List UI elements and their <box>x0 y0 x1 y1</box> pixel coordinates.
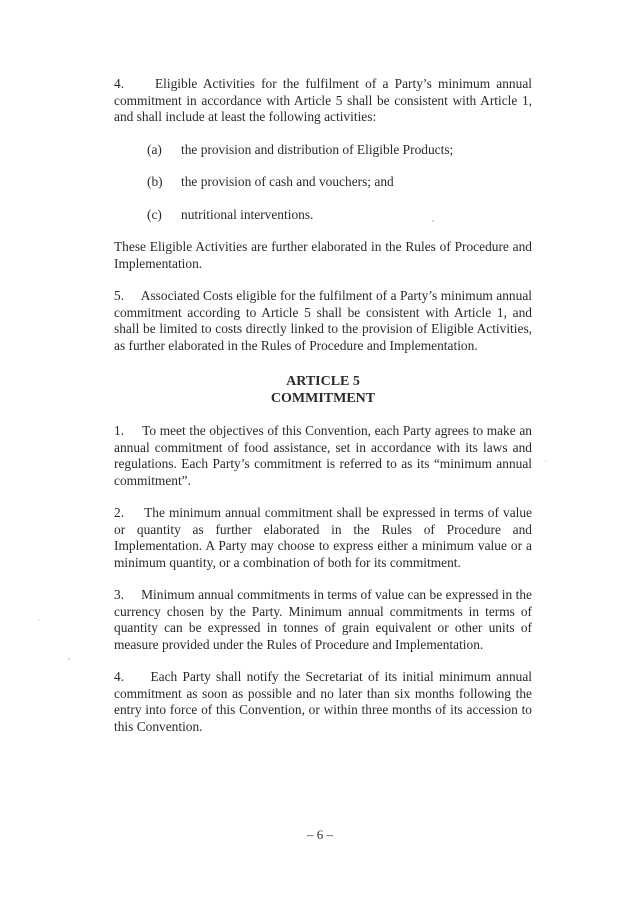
article-5-heading <box>114 374 532 407</box>
paragraph-4-eligible-activities: 4. Eligible Activities for the fulfilment of a Party’s minimum annual commitment in accordance with Article 5 shall be consistent with Article 1, and shall include at least the following activities: <box>114 76 532 124</box>
paragraph-elaboration: These Eligible Activities are further elaborated in the Rules of Procedure and Implementation. <box>114 239 532 271</box>
page-number: – 6 – <box>307 827 333 842</box>
list-item-c <box>114 207 532 224</box>
document-body <box>114 76 532 751</box>
article-5-paragraph-3: 3. Minimum annual commitments in terms of value can be expressed in the currency chosen by the Party. Minimum annual commitments in terms of quantity can be expressed in tonnes of grain equivalent or other units of measure provided under the Rules of Procedure and Implementation. <box>114 587 532 652</box>
list-item-text: the provision of cash and vouchers; and <box>181 174 394 189</box>
list-item-text: nutritional interventions. <box>181 206 314 222</box>
article-5-paragraph-1: 1. To meet the objectives of this Convention, each Party agrees to make an annual commitment of food assistance, set in accordance with its laws and regulations. Each Party’s commitment is referred to as its “minimum annual commitment”. <box>114 423 532 488</box>
list-item-label: (a) <box>147 141 162 157</box>
article-5-paragraph-2: 2. The minimum annual commitment shall be expressed in terms of value or quantity as further elaborated in the Rules of Procedure and Implementation. A Party may choose to express either a minimum value or a minimum quantity, or a combination of both for its commitment. <box>114 505 532 570</box>
list-item-label: (c) <box>147 206 162 222</box>
list-item-a <box>114 142 532 159</box>
article-title: COMMITMENT <box>270 390 376 406</box>
list-item-text: the provision and distribution of Eligible Products; <box>181 141 454 157</box>
list-item-label: (b) <box>147 174 163 189</box>
paragraph-5-associated-costs: 5. Associated Costs eligible for the fulfilment of a Party’s minimum annual commitment according to Article 5 shall be consistent with Article 1, and shall be limited to costs directly linked to the provision of Eligible Activities, as further elaborated in the Rules of Procedure and Implementation. <box>114 288 532 353</box>
article-number: ARTICLE 5 <box>286 374 360 389</box>
list-item-b <box>114 174 532 191</box>
article-5-paragraph-4: 4. Each Party shall notify the Secretariat of its initial minimum annual commitment as soon as possible and no later than six months following the entry into force of this Convention, or within three months of its accession to this Convention. <box>114 669 532 734</box>
